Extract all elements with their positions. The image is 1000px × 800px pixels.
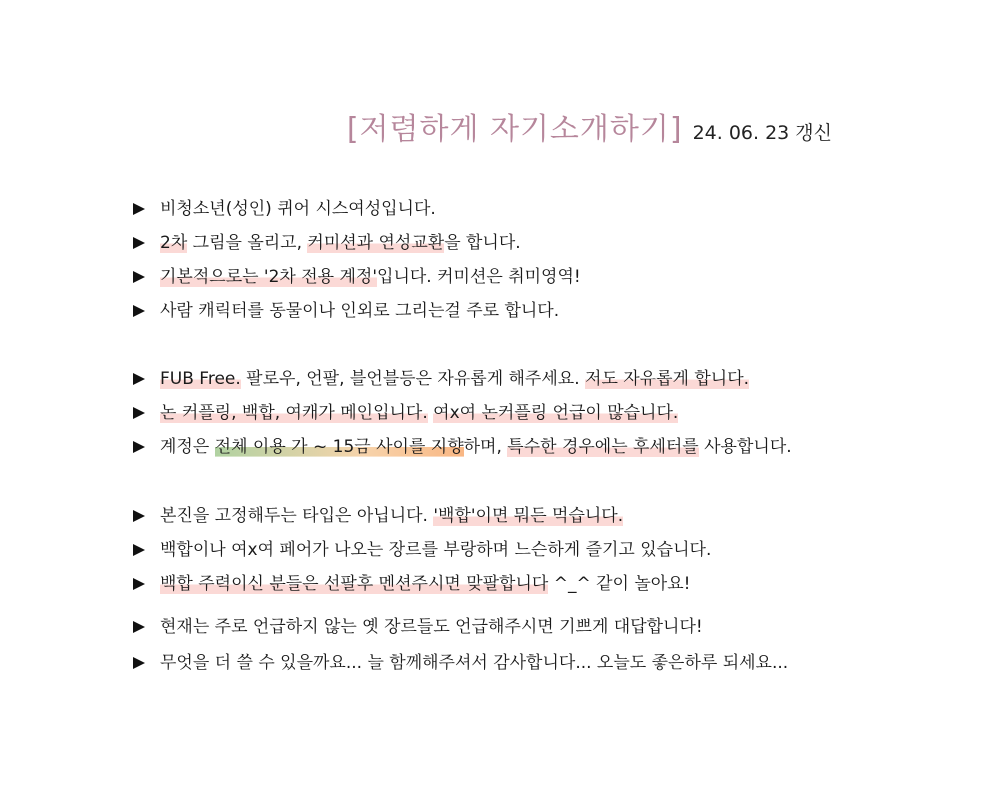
- list-item: [133, 614, 703, 640]
- highlighted-text: 전체 이용 가 ~ 15금 사이를 지향: [214, 437, 464, 457]
- list-item: [133, 571, 690, 597]
- highlighted-text: 논 커플링, 백합, 여캐가 메인입니다.: [160, 403, 428, 423]
- bullet-arrow-icon: [133, 203, 145, 215]
- highlighted-text: 기본적으로는 '2차 전용 계정': [160, 267, 378, 287]
- bullet-arrow-icon: [133, 441, 145, 453]
- highlighted-text: 여x여 논커플링 언급이 많습니다.: [433, 403, 679, 423]
- page-title: [저렴하게 자기소개하기]: [346, 112, 683, 147]
- list-item: [133, 298, 559, 324]
- title-row: [0, 104, 832, 148]
- line-text: 백합이나 여x여 페어가 나오는 장르를 부랑하며 느슨하게 즐기고 있습니다.: [160, 540, 712, 560]
- line-text: 사람 캐릭터를 동물이나 인외로 그리는걸 주로 합니다.: [160, 301, 560, 321]
- highlighted-text: 특수한 경우에는 후세터를: [507, 437, 699, 457]
- line-text: 사용합니다.: [698, 437, 792, 457]
- line-text: 팔로우, 언팔, 블언블등은 자유롭게 해주세요.: [240, 369, 586, 389]
- bullet-arrow-icon: [133, 621, 145, 633]
- line-text: 을 합니다.: [444, 233, 521, 253]
- list-item: [133, 230, 521, 256]
- bullet-arrow-icon: [133, 271, 145, 283]
- bullet-arrow-icon: [133, 305, 145, 317]
- bullet-arrow-icon: [133, 237, 145, 249]
- bullet-arrow-icon: [133, 578, 145, 590]
- list-item: [133, 366, 749, 392]
- line-text: 계정은: [160, 437, 215, 457]
- highlighted-text: 백합 주력이신 분들은 선팔후 멘션주시면 맞팔합니다: [160, 574, 549, 594]
- line-text: 현재는 주로 언급하지 않는 옛 장르들도 언급해주시면 기쁘게 대답합니다!: [160, 617, 703, 637]
- bullet-arrow-icon: [133, 373, 145, 385]
- list-item: [133, 650, 788, 676]
- list-item: [133, 537, 711, 563]
- update-date: 24. 06. 23 갱신: [692, 122, 832, 144]
- highlighted-text: 커미션과 연성교환: [307, 233, 445, 253]
- line-text: ^_^ 같이 놀아요!: [548, 574, 691, 594]
- highlighted-text: FUB Free.: [160, 369, 241, 389]
- line-text: 본진을 고정해두는 타입은 아닙니다.: [160, 506, 434, 526]
- line-text: 입니다. 커미션은 취미영역!: [377, 267, 581, 287]
- line-text: 하며,: [463, 437, 508, 457]
- bullet-arrow-icon: [133, 657, 145, 669]
- list-item: [133, 503, 623, 529]
- line-text: 무엇을 더 쓸 수 있을까요... 늘 함께해주셔서 감사합니다... 오늘도 좋은하루 되세요...: [160, 653, 789, 673]
- line-text: 그림을 올리고,: [187, 233, 308, 253]
- list-item: [133, 264, 581, 290]
- bullet-arrow-icon: [133, 407, 145, 419]
- line-text: 비청소년(성인) 퀴어 시스여성입니다.: [160, 199, 436, 219]
- list-item: [133, 196, 436, 222]
- list-item: [133, 434, 792, 460]
- highlighted-text: 2차: [160, 233, 188, 253]
- highlighted-text: '백합'이면 뭐든 먹습니다.: [433, 506, 624, 526]
- bullet-arrow-icon: [133, 510, 145, 522]
- list-item: [133, 400, 678, 426]
- bullet-arrow-icon: [133, 544, 145, 556]
- highlighted-text: 저도 자유롭게 합니다.: [585, 369, 750, 389]
